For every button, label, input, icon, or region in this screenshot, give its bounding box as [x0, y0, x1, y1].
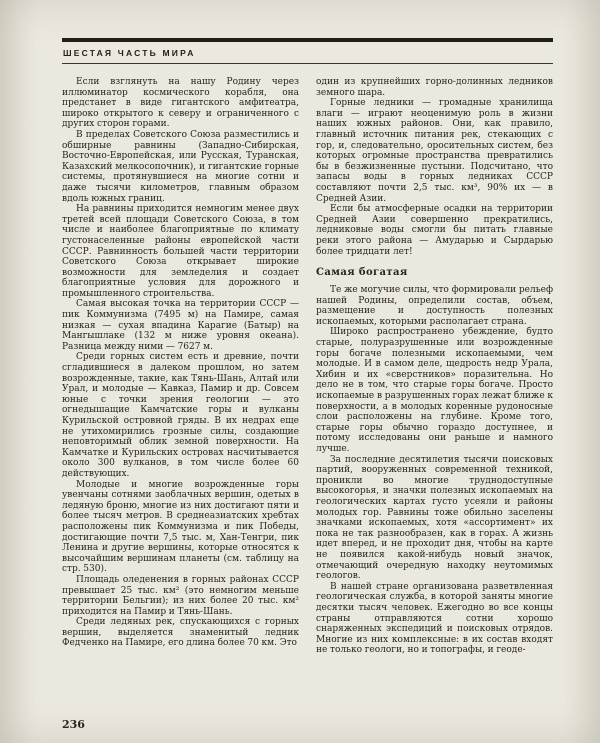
paragraph: За последние десятилетия тысячи поисковых партий, вооруженных современной техникой, проникли во многие труднодоступные высокогорья, и значки полезных ископаемых на геологических картах густо усеяли и районы молодых гор. Равнины тоже обильно заселены значками ископаемых, хотя «ассортимент» их пока не так разнообразен, как в горах. А жизнь идет вперед, и не проходит дня, чтобы на карте не появился какой-нибудь новый значок, отмечающий очередную находку неутомимых геологов. — [316, 454, 553, 582]
paragraph: Если взглянуть на нашу Родину через иллюминатор космического корабля, она предстанет в виде гигантского амфитеатра, широко открытого к северу и ограниченного с других сторон горами. — [62, 77, 299, 130]
paragraph: Среди ледяных рек, спускающихся с горных вершин, выделяется знаменитый ледник Федченко на Памире, его длина более 70 км. Это — [62, 617, 299, 649]
header-thick-rule — [62, 38, 553, 42]
paragraph: Широко распространено убеждение, будто старые, полуразрушенные или возрожденные горы богаче полезными ископаемыми, чем молодые. И в самом деле, щедрость недр Урала, Хибин и их «сверстников» поразительна. Но дело не в том, что старые горы богаче. Просто ископаемые в разрушенных горах лежат ближе к поверхности, а в молодых коренные рудоносные слои расположены на глубине. Кроме того, старые горы обычно гораздо доступнее, и потому исследованы они раньше и намного лучше. — [316, 327, 553, 454]
running-head — [62, 38, 553, 64]
left-column — [62, 77, 299, 725]
paragraph: Те же могучие силы, что формировали рельеф нашей Родины, определили состав, объем, размещение и доступность полезных ископаемых, которыми располагает страна. — [316, 285, 553, 327]
right-column — [316, 77, 553, 725]
chapter-title: ШЕСТАЯ ЧАСТЬ МИРА — [63, 48, 196, 58]
paragraph: Площадь оледенения в горных районах СССР превышает 25 тыс. км² (это немногим меньше территории Бельгии); из них более 20 тыс. км² приходится на Памир и Тянь-Шань. — [62, 574, 299, 617]
paragraph: В нашей стране организована разветвленная геологическая служба, в которой заняты многие десятки тысяч человек. Ежегодно во все концы страны отправляются сотни хорошо снаряженных экспедиций и поисковых отрядов. Многие из них комплексные: в их состав входят не только геологи, но и топографы, и геоде- — [316, 581, 553, 656]
paragraph-continuation: один из крупнейших горно-долинных ледников земного шара. — [316, 77, 553, 98]
paragraph: Горные ледники — громадные хранилища влаги — играют неоценимую роль в жизни наших южных районов. Они, как правило, главный источник питания рек, стекающих с гор, и, следовательно, оросительных систем, без которых огромные пространства превратились бы в безжизненные пустыни. Подсчитано, что запасы воды в горных ледниках СССР составляют почти 2,5 тыс. км³, 90% их — в Средней Азии. — [316, 98, 553, 204]
page-number: 236 — [62, 718, 85, 731]
text-columns — [62, 77, 553, 725]
paragraph: В пределах Советского Союза разместились и обширные равнины (Западно-Сибирская, Восточно-Европейская, или Русская, Туранская, Казахский мелкосопочник), и гигантские горные системы, протянувшиеся на многие сотни и даже тысячи километров, главным образом вдоль южных границ. — [62, 129, 299, 204]
paragraph: Если бы атмосферные осадки на территории Средней Азии совершенно прекратились, ледниковые воды смогли бы питать главные реки этого района — Амударью и Сырдарью более тридцати лет! — [316, 204, 553, 257]
paragraph: На равнины приходится немногим менее двух третей всей площади Советского Союза, в том числе и наиболее благоприятные по климату густонаселенные районы европейской части СССР. Равнинность большей части территории Советского Союза открывает широкие возможности для земледелия и создает благоприятные условия для дорожного и промышленного строительства. — [62, 204, 299, 299]
paragraph: Самая высокая точка на территории СССР — пик Коммунизма (7495 м) на Памире, самая низкая — сухая впадина Карагие (Батыр) на Мангышлаке (132 м ниже уровня океана). Разница между ними — 7627 м. — [62, 299, 299, 352]
section-heading: Самая богатая — [316, 267, 408, 279]
header-thin-rule — [62, 63, 553, 64]
paragraph: Среди горных систем есть и древние, почти сгладившиеся в далеком прошлом, но затем возрожденные, такие, как Тянь-Шань, Алтай или Урал, и молодые — Кавказ, Памир и др. Совсем юные с точки зрения геологии — это огнедышащие Камчатские горы и вулканы Курильской островной гряды. В их недрах еще не утихомирились грозные силы, создающие неповторимый облик земной поверхности. На Камчатке и Курильских островах насчитывается около 300 вулканов, в том числе более 60 действующих. — [62, 352, 299, 479]
paragraph: Молодые и многие возрожденные горы увенчаны сотнями заоблачных вершин, одетых в ледяную броню, многие из них достигают пяти и более тысяч метров. В среднеазиатских хребтах расположены пик Коммунизма и пик Победы, достигающие почти 7,5 тыс. м, Хан-Тенгри, пик Ленина и другие вершины, которые относятся к высочайшим вершинам планеты (см. таблицу на стр. 530). — [62, 479, 299, 575]
